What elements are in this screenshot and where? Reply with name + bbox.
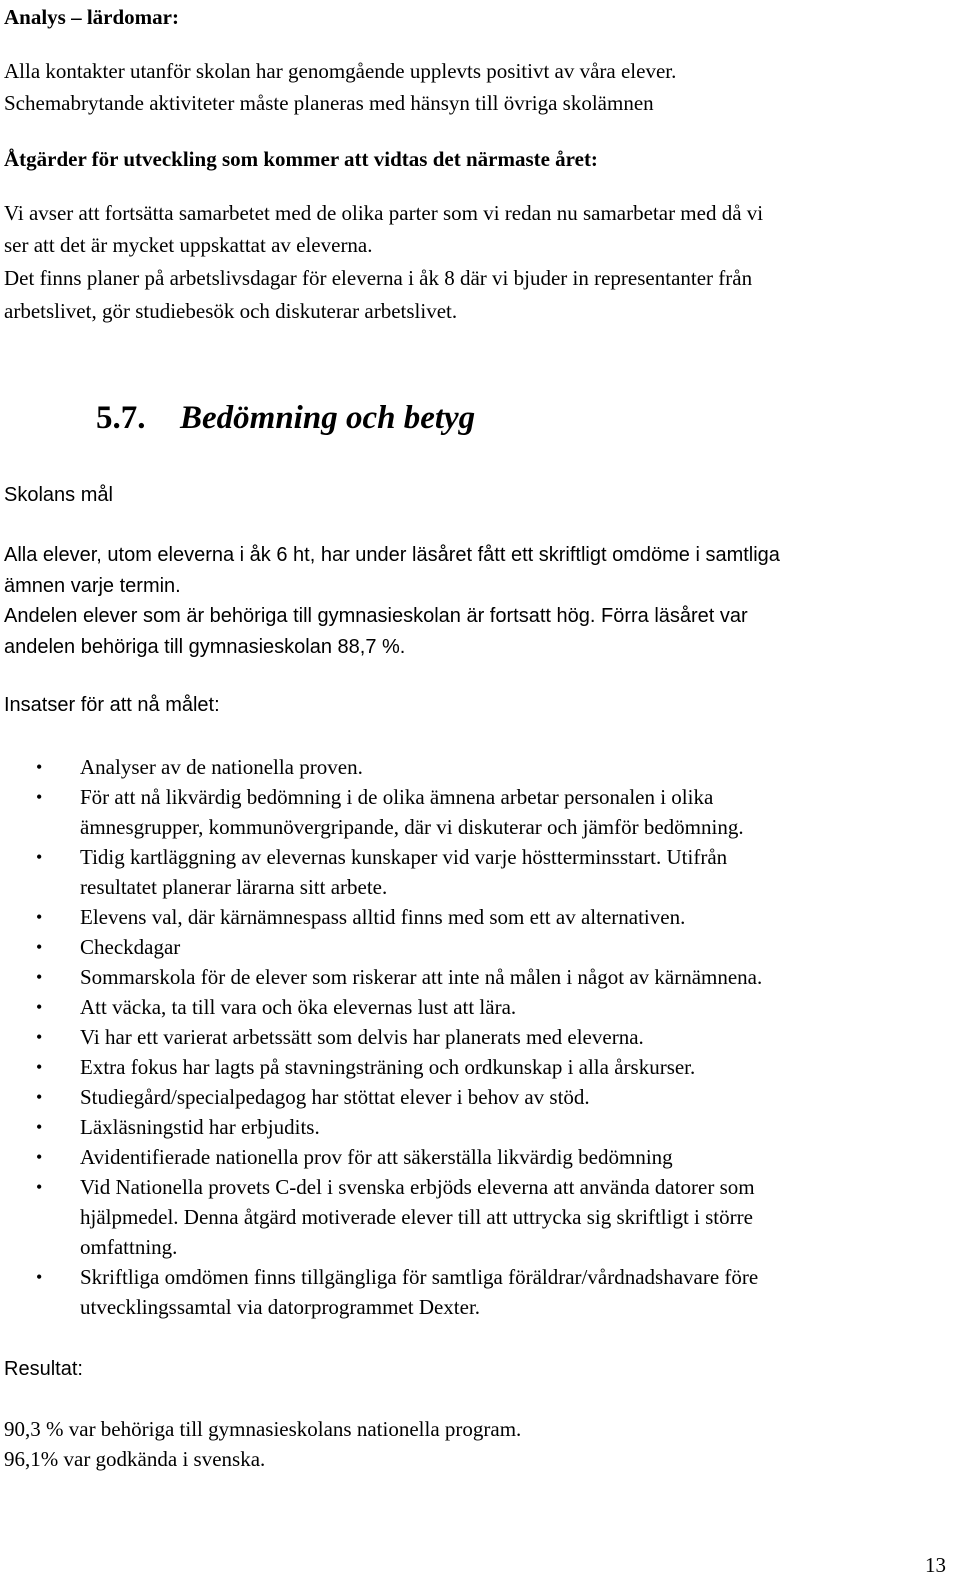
list-item-line: utvecklingssamtal via datorprogrammet Dexter. bbox=[80, 1295, 481, 1319]
list-item bbox=[0, 842, 762, 902]
bullet-icon: • bbox=[36, 907, 43, 927]
list-item bbox=[0, 1022, 762, 1052]
bullet-icon: • bbox=[36, 1147, 43, 1167]
list-item bbox=[0, 992, 762, 1022]
analysis-line: Schemabrytande aktiviteter måste planeras med hänsyn till övriga skolämnen bbox=[4, 91, 654, 115]
list-item bbox=[0, 752, 762, 782]
bullet-icon: • bbox=[36, 1087, 43, 1107]
list-item-line: Checkdagar bbox=[80, 935, 181, 959]
list-item bbox=[0, 1262, 762, 1322]
goals-heading: Skolans mål bbox=[4, 484, 113, 506]
list-item-line: resultatet planerar lärarna sitt arbete. bbox=[80, 875, 388, 899]
bullet-icon: • bbox=[36, 1057, 43, 1077]
actions-line: Det finns planer på arbetslivsdagar för eleverna i åk 8 där vi bjuder in representanter från bbox=[4, 266, 753, 290]
list-item bbox=[0, 1052, 762, 1082]
list-item-line: Vid Nationella provets C-del i svenska erbjöds eleverna att använda datorer som bbox=[80, 1175, 755, 1199]
list-item bbox=[0, 1112, 762, 1142]
list-item-line: Vi har ett varierat arbetssätt som delvis har planerats med eleverna. bbox=[80, 1025, 644, 1049]
goals-line: Alla elever, utom eleverna i åk 6 ht, har under läsåret fått ett skriftligt omdöme i samtliga bbox=[4, 544, 780, 566]
list-item-line: ämnesgrupper, kommunövergripande, där vi diskuterar och jämför bedömning. bbox=[80, 815, 744, 839]
list-item bbox=[0, 1142, 762, 1172]
goals-line: andelen behöriga till gymnasieskolan 88,7 %. bbox=[4, 636, 406, 658]
results-line: 96,1% var godkända i svenska. bbox=[4, 1447, 266, 1471]
list-item-line: Analyser av de nationella proven. bbox=[80, 755, 363, 779]
list-item-line: För att nå likvärdig bedömning i de olika ämnena arbetar personalen i olika bbox=[80, 785, 714, 809]
list-item bbox=[0, 1172, 762, 1262]
list-item-line: Studiegård/specialpedagog har stöttat elever i behov av stöd. bbox=[80, 1085, 590, 1109]
list-item-line: Att väcka, ta till vara och öka elevernas lust att lära. bbox=[80, 995, 517, 1019]
section-title: Bedömning och betyg bbox=[180, 400, 476, 436]
list-item bbox=[0, 962, 762, 992]
bullet-icon: • bbox=[36, 967, 43, 987]
bullet-icon: • bbox=[36, 757, 43, 777]
efforts-list bbox=[0, 752, 762, 1322]
actions-line: Vi avser att fortsätta samarbetet med de olika parter som vi redan nu samarbetar med då vi bbox=[4, 201, 764, 225]
bullet-icon: • bbox=[36, 937, 43, 957]
bullet-icon: • bbox=[36, 1027, 43, 1047]
list-item-line: omfattning. bbox=[80, 1235, 178, 1259]
bullet-icon: • bbox=[36, 1177, 43, 1197]
results-heading: Resultat: bbox=[4, 1358, 83, 1380]
list-item-line: Sommarskola för de elever som riskerar att inte nå målen i något av kärnämnena. bbox=[80, 965, 763, 989]
bullet-icon: • bbox=[36, 847, 43, 867]
bullet-icon: • bbox=[36, 1117, 43, 1137]
analysis-line: Alla kontakter utanför skolan har genomgående upplevts positivt av våra elever. bbox=[4, 59, 677, 83]
list-item bbox=[0, 902, 762, 932]
goals-line: ämnen varje termin. bbox=[4, 575, 181, 597]
goals-line: Andelen elever som är behöriga till gymnasieskolan är fortsatt hög. Förra läsåret var bbox=[4, 605, 748, 627]
list-item-line: hjälpmedel. Denna åtgärd motiverade elever till att uttrycka sig skriftligt i större bbox=[80, 1205, 753, 1229]
list-item-line: Läxläsningstid har erbjudits. bbox=[80, 1115, 320, 1139]
bullet-icon: • bbox=[36, 787, 43, 807]
section-heading bbox=[96, 396, 475, 440]
list-item-line: Avidentifierade nationella prov för att säkerställa likvärdig bedömning bbox=[80, 1145, 673, 1169]
results-line: 90,3 % var behöriga till gymnasieskolans nationella program. bbox=[4, 1417, 522, 1441]
bullet-icon: • bbox=[36, 997, 43, 1017]
actions-line: arbetslivet, gör studiebesök och diskuterar arbetslivet. bbox=[4, 299, 458, 323]
section-number: 5.7. bbox=[96, 400, 146, 436]
list-item-line: Elevens val, där kärnämnespass alltid finns med som ett av alternativen. bbox=[80, 905, 686, 929]
actions-heading: Åtgärder för utveckling som kommer att vidtas det närmaste året: bbox=[4, 147, 598, 171]
list-item-line: Skriftliga omdömen finns tillgängliga för samtliga föräldrar/vårdnadshavare före bbox=[80, 1265, 759, 1289]
list-item-line: Tidig kartläggning av elevernas kunskaper vid varje höstterminsstart. Utifrån bbox=[80, 845, 728, 869]
list-item bbox=[0, 1082, 762, 1112]
bullet-icon: • bbox=[36, 1267, 43, 1287]
list-item bbox=[0, 932, 762, 962]
actions-line: ser att det är mycket uppskattat av eleverna. bbox=[4, 233, 373, 257]
list-item bbox=[0, 782, 762, 842]
efforts-heading: Insatser för att nå målet: bbox=[4, 694, 220, 716]
list-item-line: Extra fokus har lagts på stavningsträning och ordkunskap i alla årskurser. bbox=[80, 1055, 696, 1079]
analysis-heading: Analys – lärdomar: bbox=[4, 5, 179, 29]
page-number: 13 bbox=[925, 1553, 946, 1577]
